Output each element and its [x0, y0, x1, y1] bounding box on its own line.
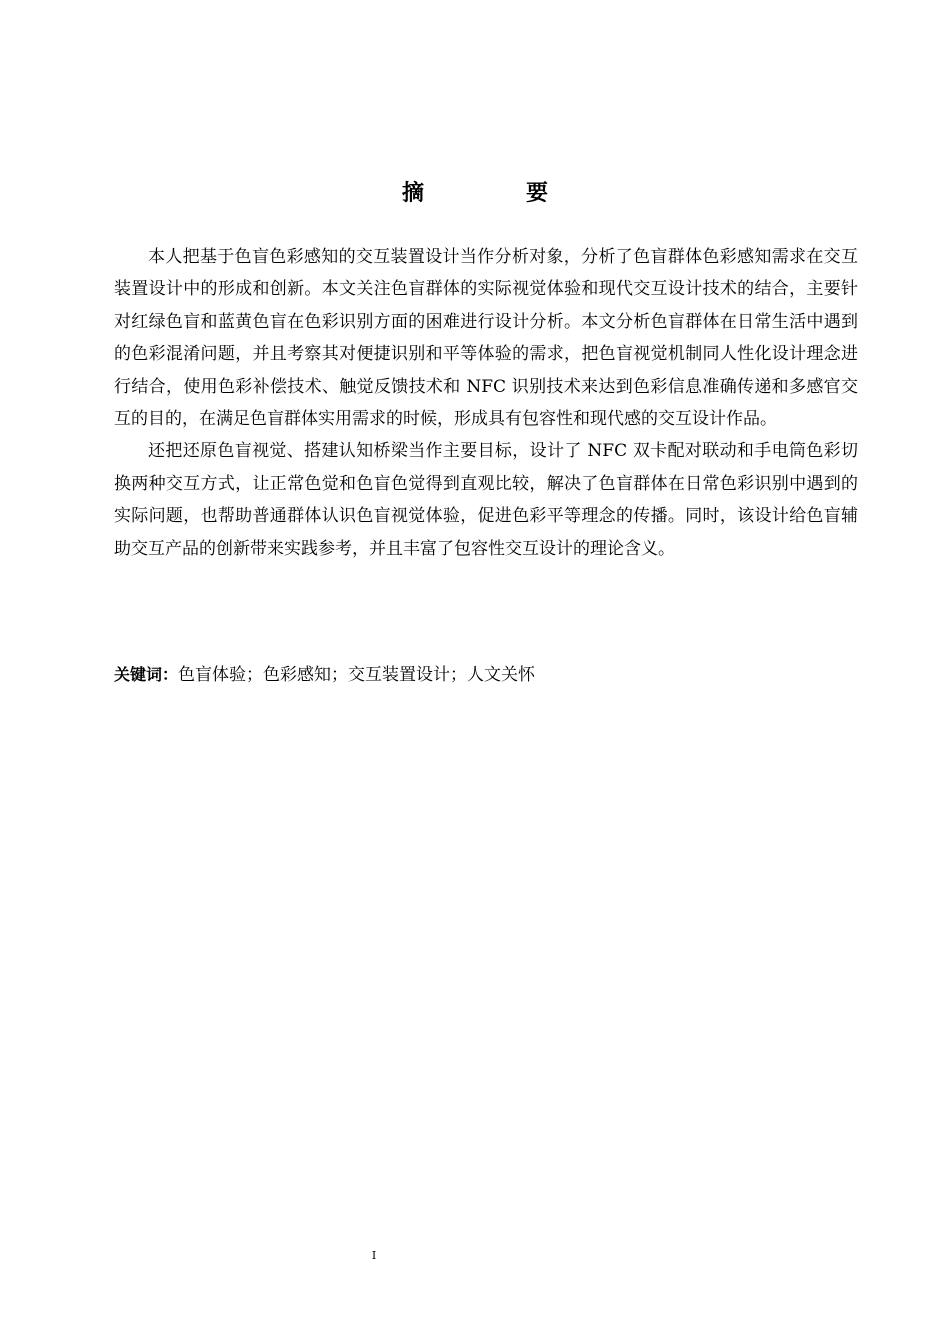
abstract-paragraph-1: 本人把基于色盲色彩感知的交互装置设计当作分析对象，分析了色盲群体色彩感知需求在交互装置设计中的形成和创新。本文关注色盲群体的实际视觉体验和现代交互设计技术的结合，主要针对红绿色盲和蓝黄色盲在色彩识别方面的困难进行设计分析。本文分析色盲群体在日常生活中遇到的色彩混淆问题，并且考察其对便捷识别和平等体验的需求，把色盲视觉机制同人性化设计理念进行结合，使用色彩补偿技术、触觉反馈技术和 NFC 识别技术来达到色彩信息准确传递和多感官交互的目的，在满足色盲群体实用需求的时候，形成具有包容性和现代感的交互设计作品。 [114, 247, 858, 430]
page-title: 摘 要 [401, 181, 588, 206]
keywords-label: 关键词： [114, 665, 179, 684]
page-number: I [371, 1249, 377, 1262]
keywords-list: 色盲体验；色彩感知；交互装置设计；人文关怀 [178, 665, 536, 685]
keywords-line [114, 659, 858, 691]
abstract-paragraph-2: 还把还原色盲视觉、搭建认知桥梁当作主要目标，设计了 NFC 双卡配对联动和手电筒色彩切换两种交互方式，让正常色觉和色盲色觉得到直观比较，解决了色盲群体在日常色彩识别中遇到的实际问题，也帮助普通群体认识色盲视觉体验，促进色彩平等理念的传播。同时，该设计给色盲辅助交互产品的创新带来实践参考，并且丰富了包容性交互设计的理论含义。 [114, 441, 858, 559]
abstract-body [114, 241, 858, 565]
